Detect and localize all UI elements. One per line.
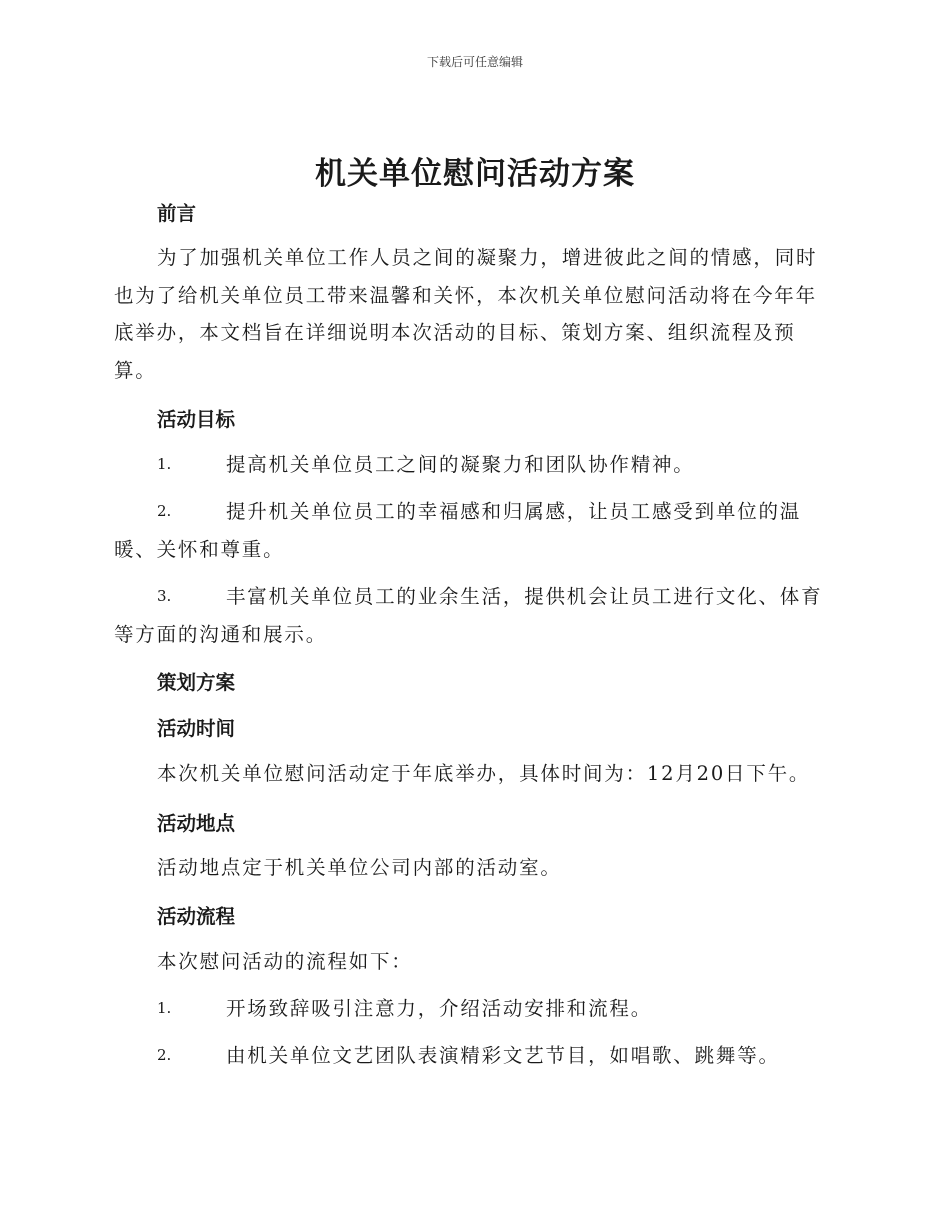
subheading-place: 活动地点 [157, 812, 236, 835]
flow-intro: 本次慰问活动的流程如下： [157, 950, 413, 973]
goal-text-line2: 等方面的沟通和展示。 [114, 622, 328, 646]
document-title: 机关单位慰问活动方案 [315, 156, 635, 192]
flow-text: 开场致辞吸引注意力，介绍活动安排和流程。 [226, 997, 653, 1020]
goal-text: 提高机关单位员工之间的凝聚力和团队协作精神。 [226, 453, 695, 476]
flow-item-1 [114, 990, 834, 1028]
goal-item-2 [114, 493, 834, 568]
time-text: 本次机关单位慰问活动定于年底举办，具体时间为：12月20日下午。 [157, 762, 811, 785]
flow-text: 由机关单位文艺团队表演精彩文艺节目，如唱歌、跳舞等。 [226, 1044, 780, 1067]
list-number: 3. [157, 587, 172, 605]
goal-text-line2: 暖、关怀和尊重。 [114, 537, 285, 561]
list-number: 2. [157, 1046, 172, 1064]
goal-item-3 [114, 578, 834, 653]
goal-text-line1: 丰富机关单位员工的业余生活，提供机会让员工进行文化、体育 [226, 585, 823, 608]
section-heading-plan: 策划方案 [157, 671, 236, 694]
flow-item-2 [114, 1037, 834, 1075]
place-text: 活动地点定于机关单位公司内部的活动室。 [157, 856, 562, 879]
section-heading-preface: 前言 [157, 202, 197, 225]
subheading-flow: 活动流程 [157, 905, 236, 928]
goal-text-line1: 提升机关单位员工的幸福感和归属感，让员工感受到单位的温 [226, 500, 802, 523]
subheading-time: 活动时间 [157, 717, 236, 740]
list-number: 1. [157, 999, 172, 1017]
preface-paragraph: 为了加强机关单位工作人员之间的凝聚力，增进彼此之间的情感，同时也为了给机关单位员工带来温馨和关怀，本次机关单位慰问活动将在今年年底举办，本文档旨在详细说明本次活动的目标、策划方案、组织流程及预算。 [114, 246, 818, 382]
goal-item-1 [114, 446, 834, 484]
section-heading-goals: 活动目标 [157, 408, 236, 431]
list-number: 1. [157, 455, 172, 473]
list-number: 2. [157, 502, 172, 520]
page-header-note: 下载后可任意编辑 [426, 55, 523, 69]
